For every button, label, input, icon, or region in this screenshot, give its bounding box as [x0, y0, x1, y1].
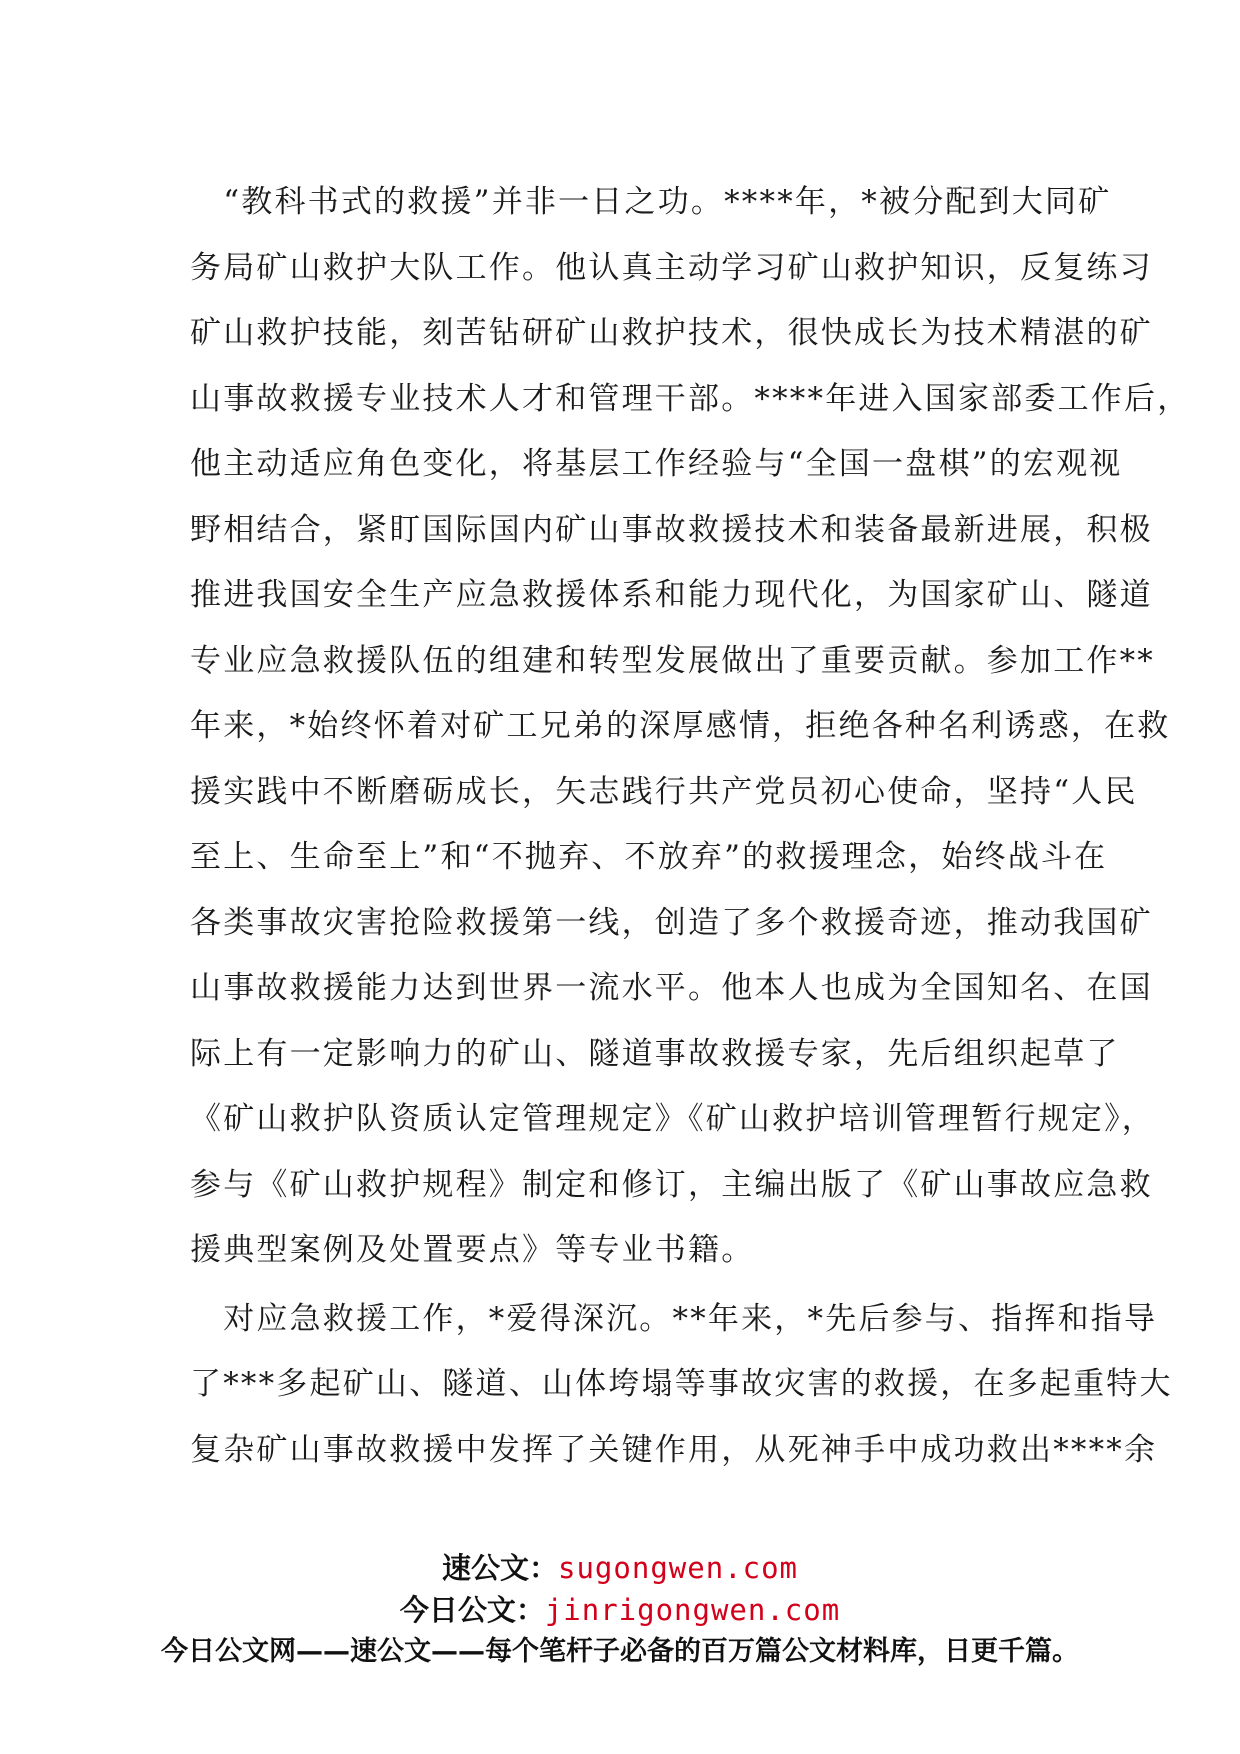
text-line: 了***多起矿山、隧道、山体垮塌等事故灾害的救援，在多起重特大	[190, 1366, 1173, 1402]
text-line: 援典型案例及处置要点》等专业书籍。	[190, 1232, 755, 1268]
text-line: 推进我国安全生产应急救援体系和能力现代化，为国家矿山、隧道	[190, 577, 1153, 613]
text-line: 参与《矿山救护规程》制定和修订，主编出版了《矿山事故应急救	[190, 1166, 1153, 1203]
text-line: 对应急救援工作，*爱得深沉。**年来，*先后参与、指挥和指导	[190, 1300, 1158, 1337]
text-line: 他主动适应角色变化，将基层工作经验与“全国一盘棋”的宏观视	[190, 446, 1123, 482]
site-2-label: 今日公文：	[399, 1593, 545, 1627]
text-line: 际上有一定影响力的矿山、隧道事故救援专家，先后组织起草了	[190, 1035, 1120, 1072]
text-line: 专业应急救援队伍的组建和转型发展做出了重要贡献。参加工作**	[190, 642, 1155, 679]
text-line: 山事故救援专业技术人才和管理干部。****年进入国家部委工作后，	[190, 380, 1191, 417]
text-line: “教科书式的救援”并非一日之功。****年，*被分配到大同矿	[190, 184, 1112, 220]
paragraph-1	[190, 170, 1191, 1284]
site-1-link[interactable]: sugongwen.com	[558, 1551, 798, 1585]
text-line: 年来，*始终怀着对矿工兄弟的深厚感情，拒绝各种名利诱惑，在救	[190, 708, 1171, 744]
text-line: 矿山救护技能，刻苦钻研矿山救护技术，很快成长为技术精湛的矿	[190, 315, 1153, 351]
slogan-text: 今日公文网——速公文——每个笔杆子必备的百万篇公文材料库，日更千篇。	[161, 1636, 1079, 1667]
text-line: 各类事故灾害抢险救援第一线，创造了多个救援奇迹，推动我国矿	[190, 904, 1153, 941]
text-line: 至上、生命至上”和“不抛弃、不放弃”的救援理念，始终战斗在	[190, 839, 1108, 875]
footer-slogan	[0, 1632, 1240, 1672]
text-line: 《矿山救护队资质认定管理规定》《矿山救护培训管理暂行规定》，	[190, 1101, 1155, 1137]
document-body	[190, 170, 1191, 1483]
site-2-link[interactable]: jinrigongwen.com	[544, 1593, 841, 1627]
paragraph-2	[190, 1287, 1173, 1484]
text-line: 山事故救援能力达到世界一流水平。他本人也成为全国知名、在国	[190, 970, 1153, 1006]
site-1-label: 速公文：	[442, 1551, 559, 1585]
text-line: 务局矿山救护大队工作。他认真主动学习矿山救护知识，反复练习	[190, 249, 1153, 286]
footer-site-2	[0, 1590, 1240, 1630]
footer-site-1	[0, 1548, 1240, 1588]
text-line: 野相结合，紧盯国际国内矿山事故救援技术和装备最新进展，积极	[190, 511, 1153, 548]
text-line: 援实践中不断磨砺成长，矢志践行共产党员初心使命，坚持“人民	[190, 773, 1138, 810]
text-line: 复杂矿山事故救援中发挥了关键作用，从死神手中成功救出****余	[190, 1431, 1158, 1468]
